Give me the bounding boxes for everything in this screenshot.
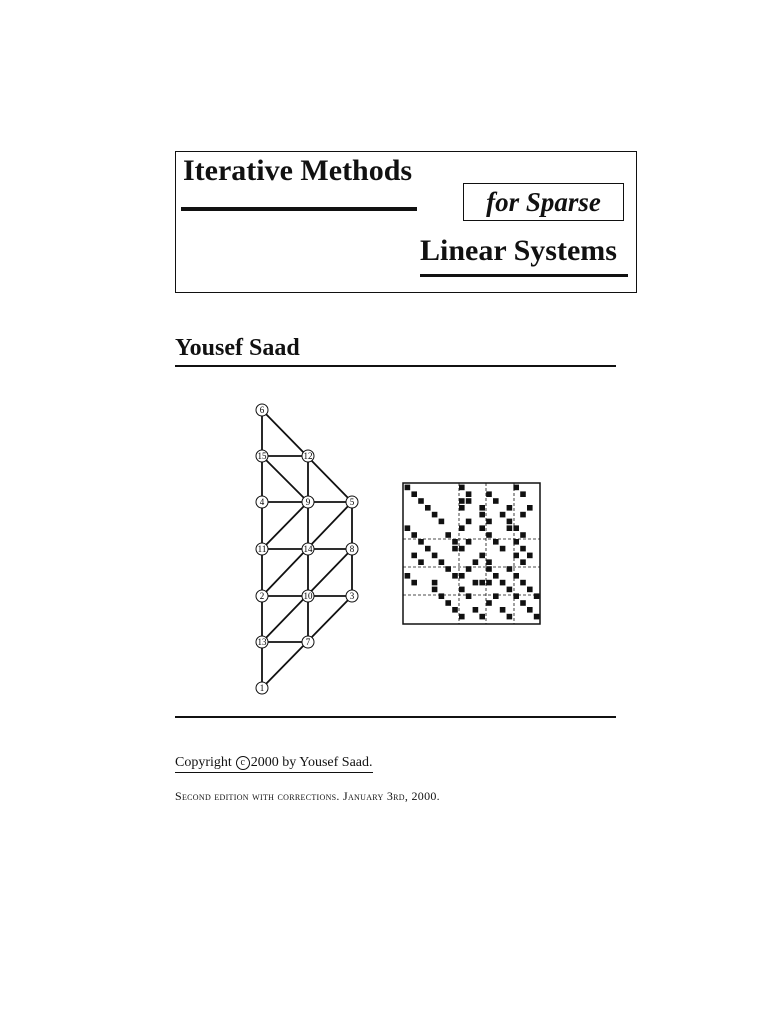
matrix-nonzero-cell — [527, 505, 533, 511]
matrix-nonzero-cell — [466, 491, 472, 497]
svg-text:12: 12 — [303, 451, 313, 461]
matrix-nonzero-cell — [486, 532, 492, 538]
copyright-suffix: 2000 by Yousef Saad. — [250, 755, 373, 770]
matrix-nonzero-cell — [473, 580, 479, 586]
matrix-nonzero-cell — [520, 600, 526, 606]
matrix-nonzero-cell — [418, 559, 424, 565]
graph-node — [346, 543, 358, 555]
svg-text:8: 8 — [349, 544, 355, 554]
matrix-nonzero-cell — [500, 546, 506, 552]
matrix-nonzero-cell — [513, 553, 519, 559]
graph-node — [302, 636, 314, 648]
matrix-nonzero-cell — [466, 539, 472, 545]
matrix-nonzero-cell — [425, 546, 431, 552]
matrix-nonzero-cell — [520, 546, 526, 552]
matrix-nonzero-cell — [479, 614, 485, 620]
copyright-prefix: Copyright — [175, 755, 232, 770]
matrix-nonzero-cell — [479, 512, 485, 518]
matrix-nonzero-cell — [479, 525, 485, 531]
matrix-nonzero-cell — [507, 505, 513, 511]
matrix-nonzero-cell — [459, 498, 465, 504]
matrix-nonzero-cell — [439, 559, 445, 565]
matrix-nonzero-cell — [520, 512, 526, 518]
svg-text:6: 6 — [259, 405, 265, 415]
matrix-nonzero-cell — [439, 593, 445, 599]
matrix-nonzero-cell — [520, 559, 526, 565]
matrix-nonzero-cell — [459, 546, 465, 552]
matrix-nonzero-cell — [405, 485, 411, 491]
matrix-border — [403, 483, 540, 624]
matrix-nonzero-cell — [459, 587, 465, 593]
matrix-nonzero-cell — [452, 607, 458, 613]
copyright-line — [175, 755, 373, 773]
matrix-nonzero-cell — [486, 519, 492, 525]
svg-text:11: 11 — [257, 544, 267, 554]
matrix-nonzero-cell — [507, 525, 513, 531]
matrix-nonzero-cell — [500, 607, 506, 613]
matrix-nonzero-cell — [513, 593, 519, 599]
matrix-nonzero-cell — [452, 546, 458, 552]
matrix-nonzero-cell — [493, 593, 499, 599]
matrix-nonzero-cell — [411, 553, 417, 559]
matrix-nonzero-cell — [459, 614, 465, 620]
matrix-nonzero-cell — [513, 485, 519, 491]
matrix-nonzero-cell — [452, 539, 458, 545]
matrix-nonzero-cell — [507, 587, 513, 593]
svg-text:1: 1 — [259, 683, 265, 693]
matrix-nonzero-cell — [493, 498, 499, 504]
matrix-nonzero-cell — [459, 573, 465, 579]
matrix-nonzero-cell — [493, 573, 499, 579]
matrix-nonzero-cell — [479, 553, 485, 559]
graph-node — [256, 450, 268, 462]
matrix-nonzero-cell — [459, 525, 465, 531]
matrix-nonzero-cell — [473, 559, 479, 565]
matrix-nonzero-cell — [473, 607, 479, 613]
title-rule-1 — [181, 207, 417, 211]
matrix-nonzero-cell — [466, 519, 472, 525]
graph-node — [302, 543, 314, 555]
matrix-nonzero-cell — [466, 566, 472, 572]
matrix-nonzero-cell — [425, 505, 431, 511]
graph-node — [346, 590, 358, 602]
graph-node — [256, 636, 268, 648]
svg-text:2: 2 — [259, 591, 265, 601]
graph-node — [302, 496, 314, 508]
matrix-nonzero-cell — [411, 580, 417, 586]
matrix-nonzero-cell — [432, 580, 438, 586]
matrix-nonzero-cell — [513, 525, 519, 531]
mesh-graph-figure — [244, 398, 364, 698]
author-rule — [175, 365, 616, 367]
matrix-nonzero-cell — [534, 614, 540, 620]
svg-text:4: 4 — [259, 497, 265, 507]
graph-node — [302, 450, 314, 462]
matrix-nonzero-cell — [452, 573, 458, 579]
matrix-nonzero-cell — [527, 553, 533, 559]
matrix-nonzero-cell — [520, 491, 526, 497]
matrix-nonzero-cell — [486, 491, 492, 497]
matrix-nonzero-cell — [411, 532, 417, 538]
graph-node — [256, 682, 268, 694]
bottom-rule — [175, 716, 616, 718]
svg-text:3: 3 — [349, 591, 355, 601]
matrix-nonzero-cell — [432, 553, 438, 559]
matrix-nonzero-cell — [486, 559, 492, 565]
matrix-nonzero-cell — [418, 539, 424, 545]
matrix-nonzero-cell — [418, 498, 424, 504]
matrix-nonzero-cell — [445, 532, 451, 538]
matrix-nonzero-cell — [500, 580, 506, 586]
matrix-nonzero-cell — [411, 491, 417, 497]
matrix-nonzero-cell — [500, 512, 506, 518]
matrix-nonzero-cell — [507, 519, 513, 525]
matrix-nonzero-cell — [432, 512, 438, 518]
matrix-nonzero-cell — [527, 587, 533, 593]
graph-node — [256, 543, 268, 555]
matrix-nonzero-cell — [459, 485, 465, 491]
matrix-nonzero-cell — [527, 607, 533, 613]
title-line-3: Linear Systems — [420, 234, 617, 267]
matrix-nonzero-cell — [513, 539, 519, 545]
matrix-nonzero-cell — [432, 587, 438, 593]
matrix-nonzero-cell — [479, 505, 485, 511]
matrix-nonzero-cell — [479, 580, 485, 586]
matrix-nonzero-cell — [513, 573, 519, 579]
graph-node — [302, 590, 314, 602]
matrix-nonzero-cell — [445, 566, 451, 572]
graph-node — [256, 496, 268, 508]
title-line-1: Iterative Methods — [183, 154, 413, 187]
matrix-nonzero-cell — [486, 566, 492, 572]
svg-text:14: 14 — [303, 544, 313, 554]
matrix-nonzero-cell — [486, 580, 492, 586]
copyright-symbol-icon: c — [236, 756, 250, 770]
svg-text:7: 7 — [305, 637, 311, 647]
graph-node — [256, 404, 268, 416]
title-box — [175, 151, 637, 293]
svg-text:13: 13 — [257, 637, 267, 647]
graph-node — [346, 496, 358, 508]
matrix-nonzero-cell — [534, 593, 540, 599]
title-rule-3 — [420, 274, 628, 277]
svg-text:5: 5 — [349, 497, 355, 507]
matrix-nonzero-cell — [466, 498, 472, 504]
matrix-nonzero-cell — [405, 573, 411, 579]
matrix-nonzero-cell — [520, 580, 526, 586]
matrix-nonzero-cell — [459, 505, 465, 511]
graph-node — [256, 590, 268, 602]
matrix-nonzero-cell — [493, 539, 499, 545]
svg-text:10: 10 — [303, 591, 313, 601]
matrix-nonzero-cell — [466, 593, 472, 599]
matrix-nonzero-cell — [507, 614, 513, 620]
matrix-nonzero-cell — [507, 566, 513, 572]
matrix-nonzero-cell — [439, 519, 445, 525]
matrix-nonzero-cell — [486, 600, 492, 606]
matrix-nonzero-cell — [520, 532, 526, 538]
title-line-2: for Sparse — [463, 183, 624, 221]
author-name: Yousef Saad — [175, 335, 300, 361]
matrix-nonzero-cell — [445, 600, 451, 606]
edition-note: Second edition with corrections. January 3rd, 2000. — [175, 789, 440, 803]
matrix-nonzero-cell — [405, 525, 411, 531]
svg-text:15: 15 — [257, 451, 267, 461]
svg-text:9: 9 — [305, 497, 311, 507]
sparse-matrix-figure — [402, 482, 542, 627]
